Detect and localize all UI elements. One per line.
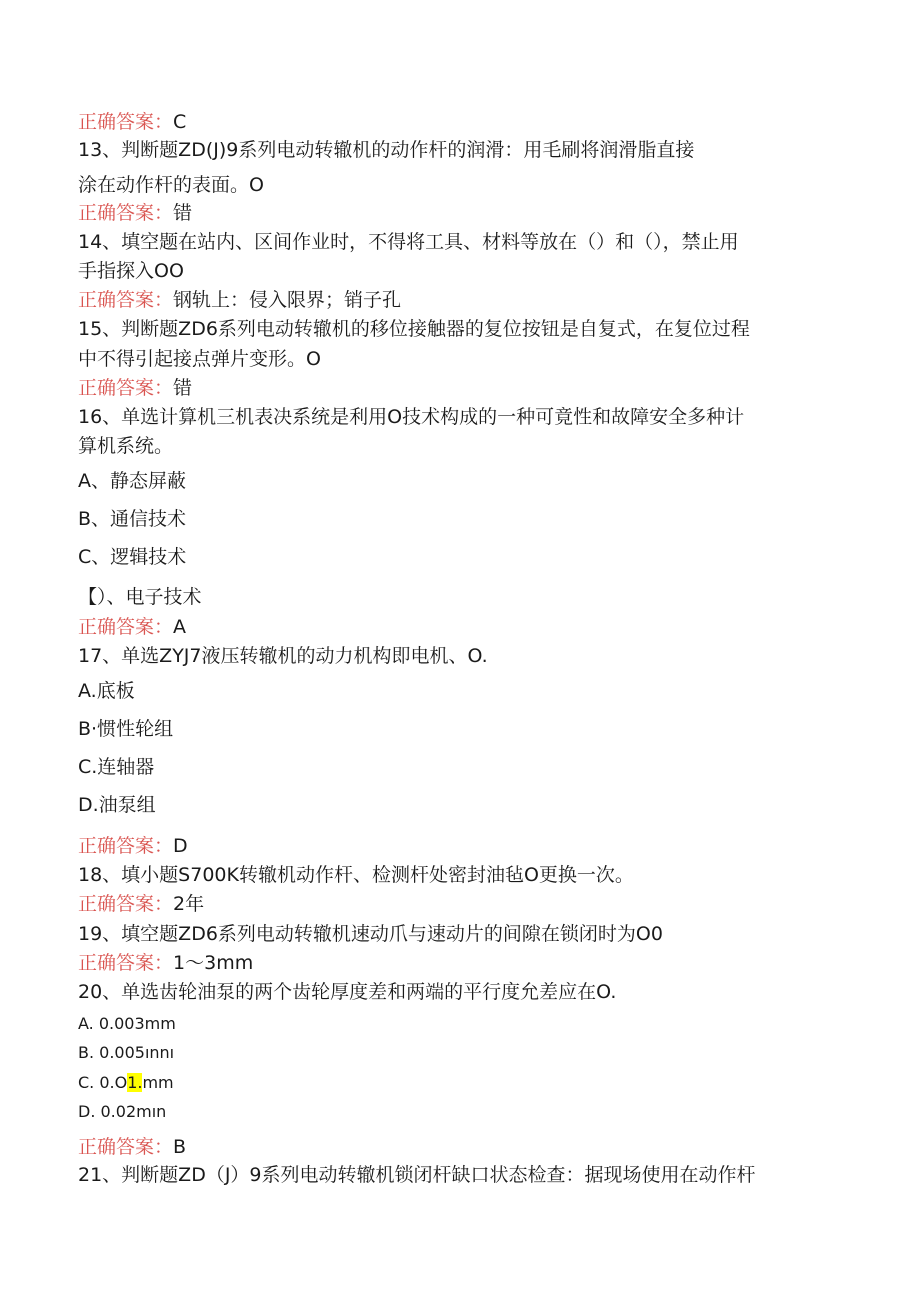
question-20-option-b: B. 0.005ınnı (78, 1043, 175, 1062)
question-20-option-a: A. 0.003mm (78, 1014, 176, 1033)
answer-15: 正确答案：错 (78, 377, 193, 399)
question-17-option-c: C.连轴器 (78, 756, 155, 778)
question-16-option-d: 【）、电子技术 (78, 586, 202, 608)
answer-16: 正确答案：A (78, 616, 187, 638)
question-17-line-1: 17、单选ZYJ7液压转辙机的动力机构即电机、O. (78, 645, 488, 667)
question-16-line-1: 16、单选计算机三机表决系统是利用O技术构成的一种可竟性和故障安全多种计 (78, 406, 745, 428)
question-16-line-2: 算机系统。 (78, 435, 174, 457)
question-19-line-1: 19、填空题ZD6系列电动转辙机速动爪与速动片的间隙在锁闭时为O0 (78, 923, 663, 945)
question-13-line-1: 13、判断题ZD(J)9系列电动转辙机的动作杆的润滑：用毛刷将润滑脂直接 (78, 139, 695, 161)
question-20-line-1: 20、单选齿轮油泵的两个齿轮厚度差和两端的平行度允差应在O. (78, 981, 617, 1003)
answer-14: 正确答案：钢轨上：侵入限界；销子孔 (78, 289, 402, 311)
answer-18: 正确答案：2年 (78, 893, 205, 915)
question-17-option-d: D.油泵组 (78, 794, 156, 816)
question-13-line-2: 涂在动作杆的表面。O (78, 174, 264, 196)
highlighted-text: 1. (127, 1073, 143, 1092)
question-16-option-b: B、通信技术 (78, 508, 187, 530)
question-17-option-a: A.底板 (78, 680, 135, 702)
question-18-line-1: 18、填小题S700K转辙机动作杆、检测杆处密封油毡O更换一次。 (78, 864, 634, 886)
answer-13: 正确答案：错 (78, 202, 193, 224)
question-14-line-1: 14、填空题在站内、区间作业时，不得将工具、材料等放在（）和（），禁止用 (78, 231, 739, 253)
question-16-option-c: C、逻辑技术 (78, 546, 187, 568)
answer-20: 正确答案：B (78, 1136, 187, 1158)
question-14-line-2: 手指探入OO (78, 260, 184, 282)
answer-17: 正确答案：D (78, 835, 188, 857)
answer-12: 正确答案：C (78, 111, 187, 133)
question-20-option-c: C. 0.O1.mm (78, 1073, 174, 1092)
question-15-line-1: 15、判断题ZD6系列电动转辙机的移位接触器的复位按钮是自复式，在复位过程 (78, 318, 750, 340)
question-16-option-a: A、静态屏蔽 (78, 470, 186, 492)
question-17-option-b: B·惯性轮组 (78, 718, 174, 740)
question-20-option-d: D. 0.02mın (78, 1102, 167, 1121)
answer-19: 正确答案：1～3mm (78, 952, 254, 974)
question-15-line-2: 中不得引起接点弹片变形。O (78, 348, 321, 370)
question-21-line-1: 21、判断题ZD（J）9系列电动转辙机锁闭杆缺口状态检查：据现场使用在动作杆 (78, 1164, 756, 1186)
